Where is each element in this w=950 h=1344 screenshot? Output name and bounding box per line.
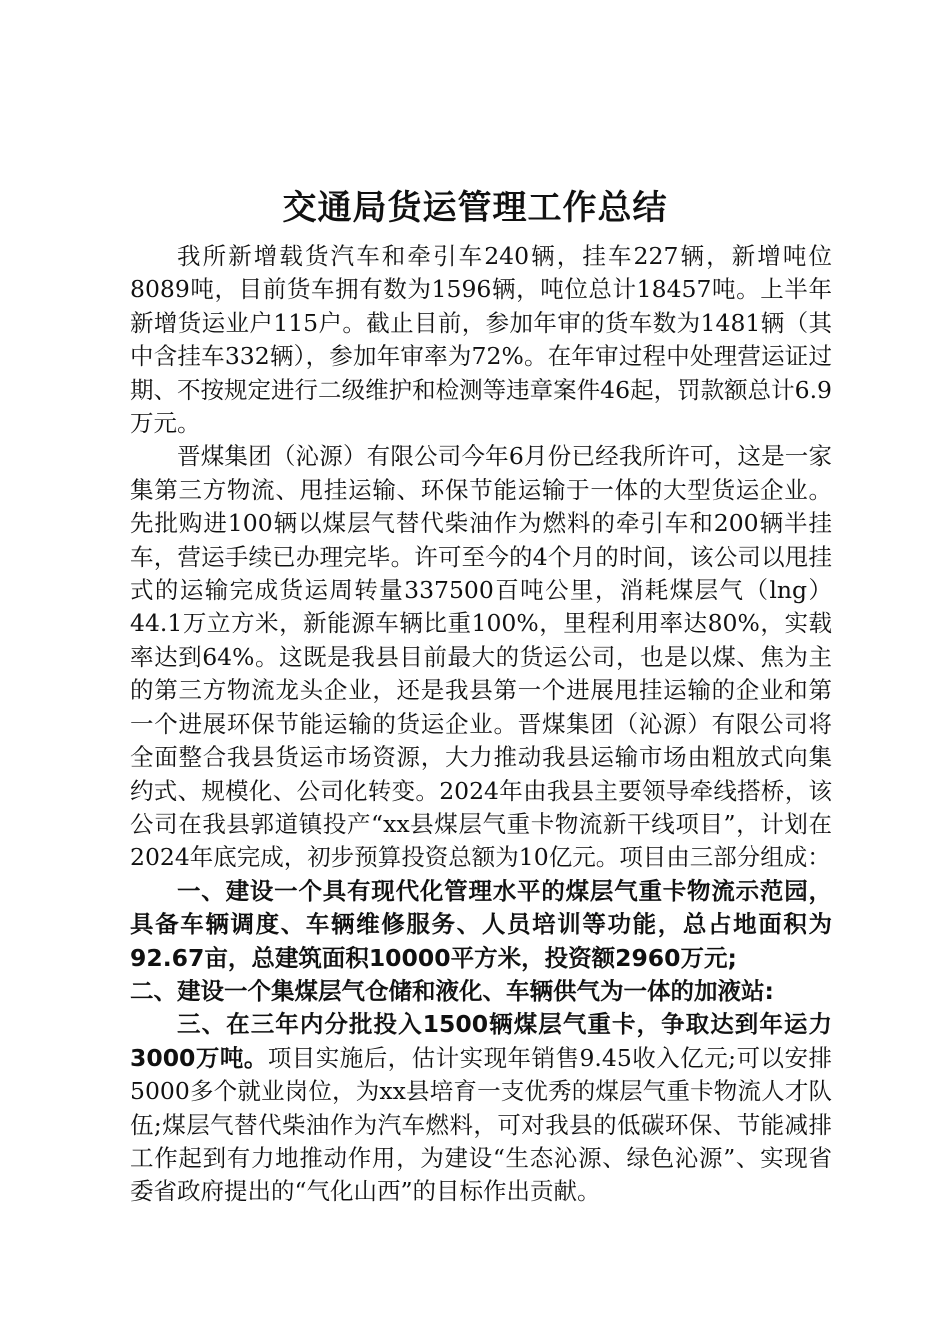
list-item-heavy-trucks-text: 项目实施后，估计实现年销售9.45收入亿元;可以安排5000多个就业岗位，为xx县培育一支优秀的煤层气重卡物流人才队伍;煤层气替代柴油作为汽车燃料，可对我县的低碳环保、节能减排工作起到有力地推动作用，为建设“生态沁源、绿色沁源”、实现省委省政府提出的“气化山西”的目标作出贡献。 [130, 1043, 832, 1206]
list-item-heavy-trucks [130, 1008, 832, 1208]
paragraph-company-intro: 晋煤集团（沁源）有限公司今年6月份已经我所许可，这是一家集第三方物流、甩挂运输、环保节能运输于一体的大型货运企业。先批购进100辆以煤层气替代柴油作为燃料的牵引车和200辆半挂车，营运手续已办理完毕。许可至今的4个月的时间，该公司以甩挂式的运输完成货运周转量337500百吨公里，消耗煤层气（lng）44.1万立方米，新能源车辆比重100%，里程利用率达80%，实载率达到64%。这既是我县目前最大的货运公司，也是以煤、焦为主的第三方物流龙头企业，还是我县第一个进展甩挂运输的企业和第一个进展环保节能运输的货运企业。晋煤集团（沁源）有限公司将全面整合我县货运市场资源，大力推动我县运输市场由粗放式向集约式、规模化、公司化转变。2024年由我县主要领导牵线搭桥，该公司在我县郭道镇投产“xx县煤层气重卡物流新干线项目”，计划在2024年底完成，初步预算投资总额为10亿元。项目由三部分组成： [130, 442, 832, 872]
document-body [130, 240, 832, 1209]
list-item-refueling-station: 二、建设一个集煤层气仓储和液化、车辆供气为一体的加液站: [130, 976, 774, 1005]
paragraph-vehicle-stats: 我所新增载货汽车和牵引车240辆，挂车227辆，新增吨位8089吨，目前货车拥有数为1596辆，吨位总计18457吨。上半年新增货运业户115户。截止目前，参加年审的货车数为1481辆（其中含挂车332辆），参加年审率为72%。在年审过程中处理营运证过期、不按规定进行二级维护和检测等违章案件46起，罚款额总计6.9万元。 [130, 242, 832, 438]
document-title: 交通局货运管理工作总结 [282, 188, 668, 228]
list-item-logistics-park: 一、建设一个具有现代化管理水平的煤层气重卡物流示范园，具备车辆调度、车辆维修服务、人员培训等功能，总占地面积为92.67亩，总建筑面积10000平方米，投资额2960万元; [130, 876, 832, 972]
list-item-heavy-trucks-heading: 三、在三年内分批投入1500辆煤层气重卡，争取达到年运力3000万吨。 [130, 1010, 832, 1072]
